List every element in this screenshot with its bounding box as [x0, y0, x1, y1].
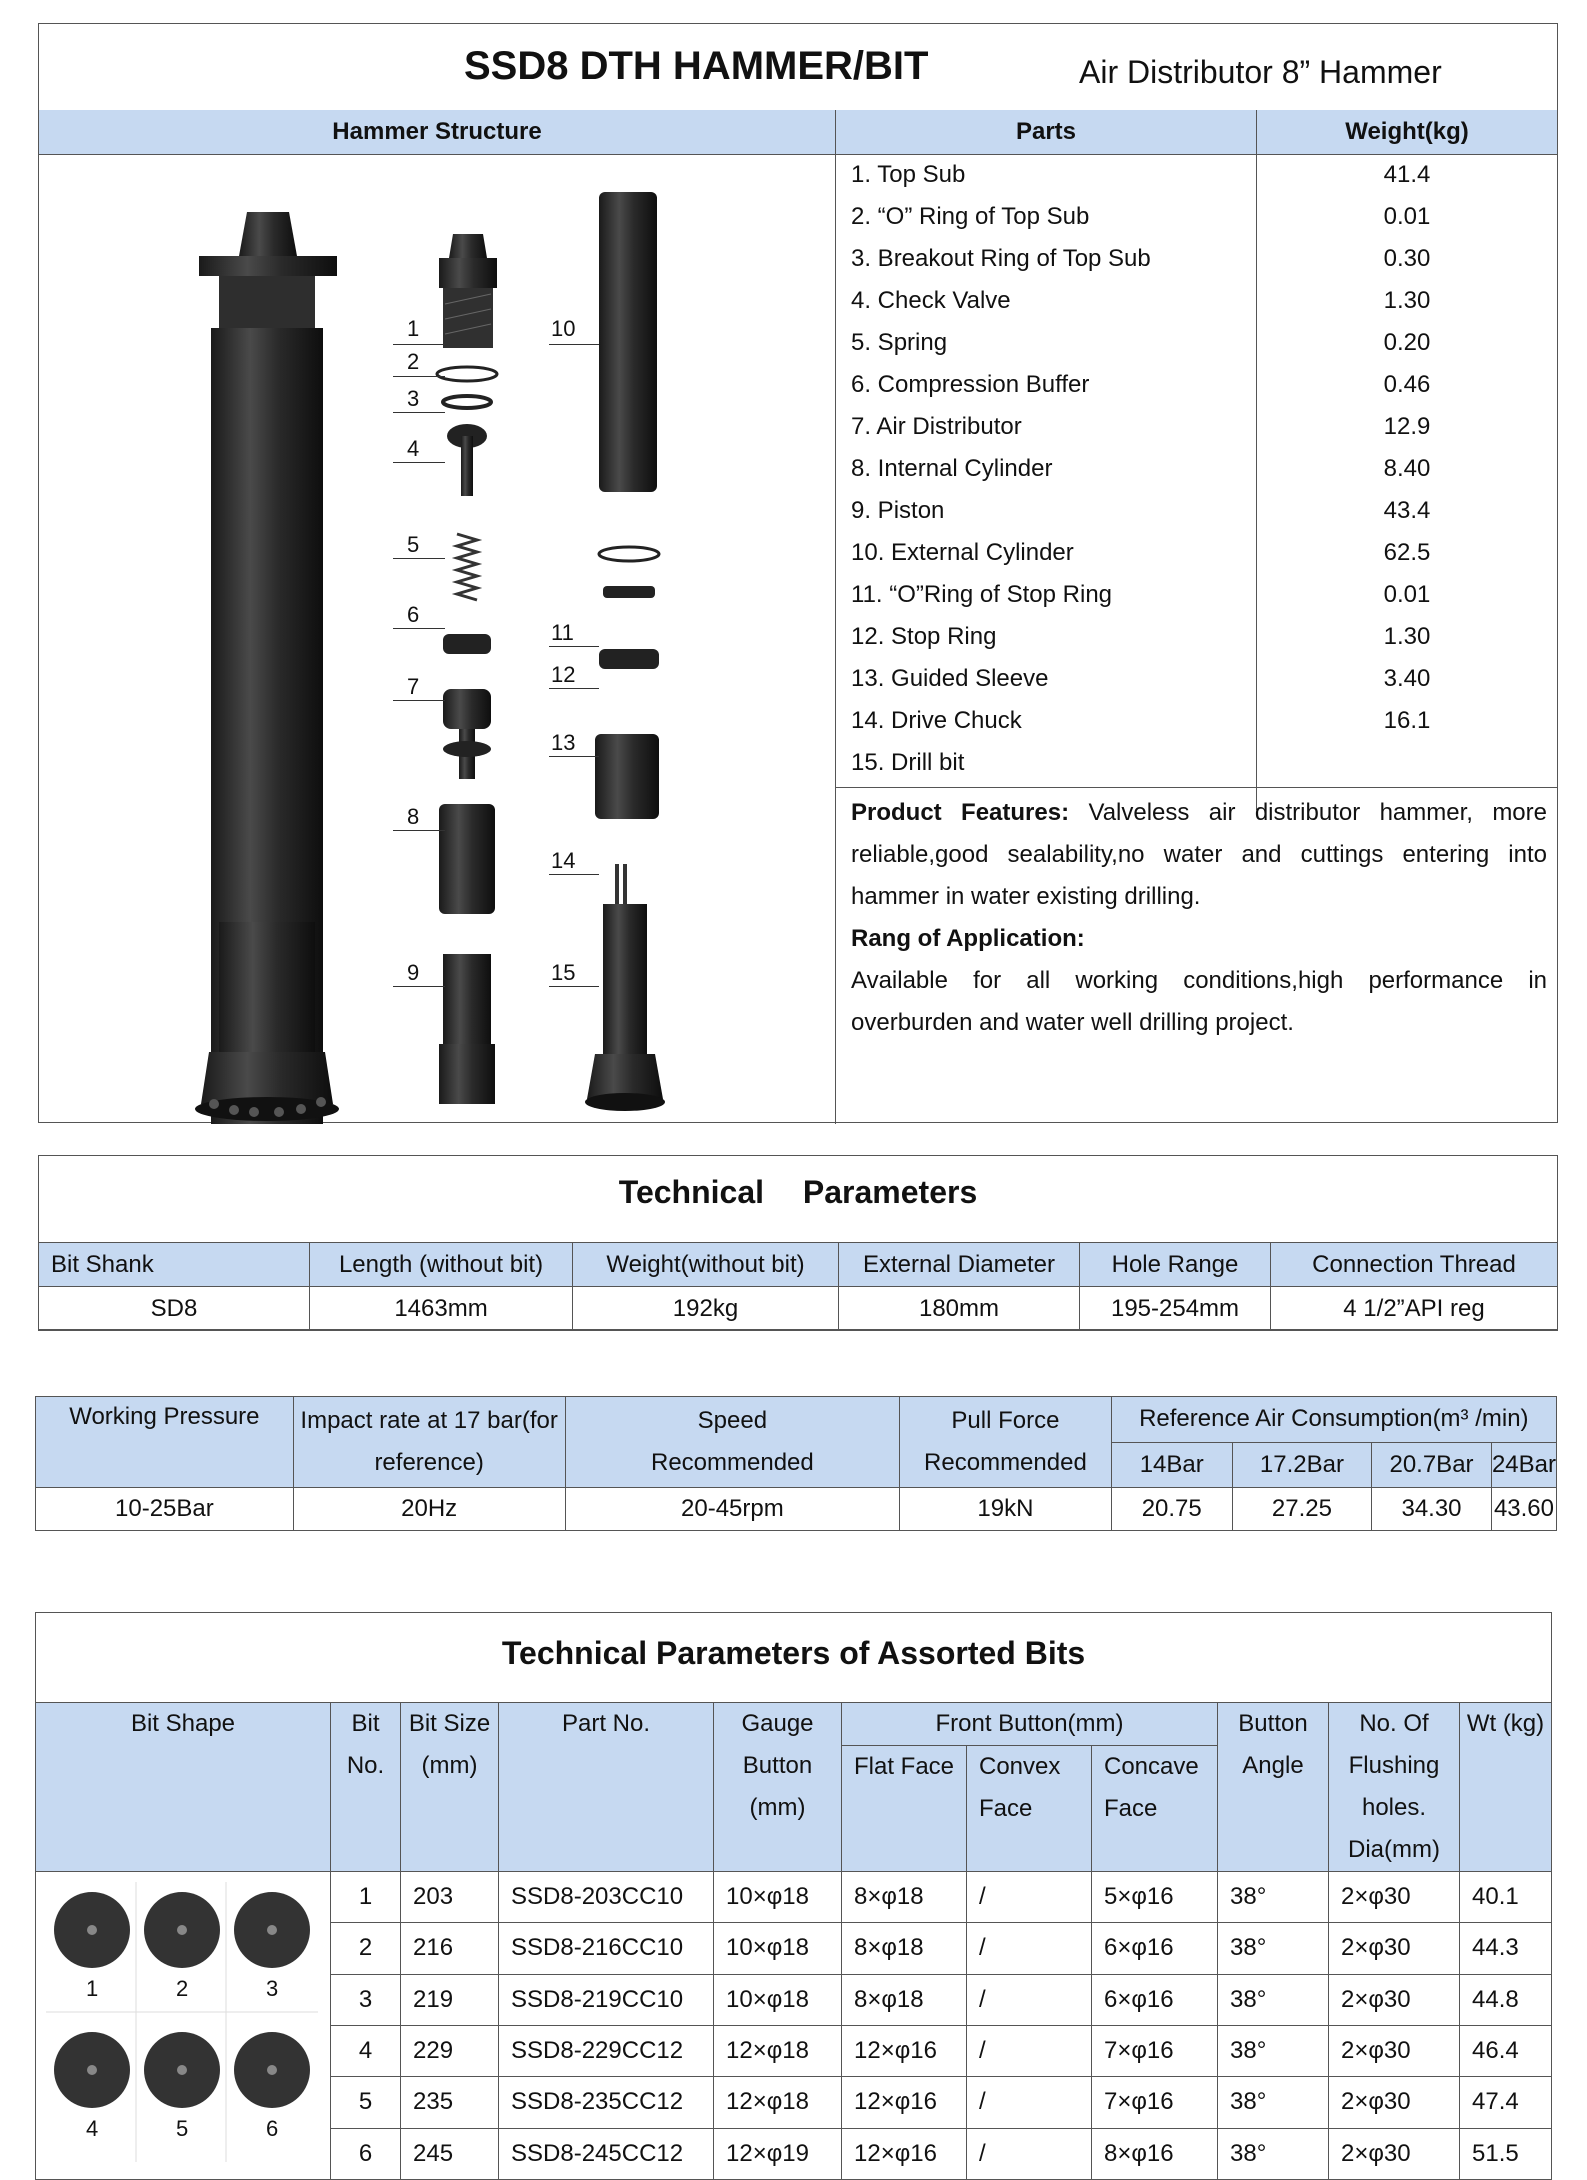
cell-air-17: 27.25	[1232, 1488, 1371, 1531]
cell-bit-shank: SD8	[39, 1287, 310, 1331]
cell-angle: 38°	[1218, 2128, 1329, 2179]
cell-impact: 20Hz	[293, 1488, 565, 1531]
th-length: Length (without bit)	[310, 1243, 573, 1287]
callout-label: 3	[407, 386, 420, 411]
part-item: 1. Top Sub	[851, 161, 966, 188]
cell-concave: 6×φ16	[1092, 1923, 1218, 1974]
cell-bit-size: 235	[401, 2077, 499, 2128]
cell-bit-no: 1	[331, 1872, 401, 1923]
bit-shape-label: 1	[86, 1976, 99, 2001]
part-weight: 3.40	[1383, 665, 1431, 692]
parts-header: Parts	[1015, 118, 1077, 145]
cell-angle: 38°	[1218, 1974, 1329, 2025]
cell-bit-size: 203	[401, 1872, 499, 1923]
th-bit-size: Bit Size (mm)	[401, 1703, 499, 1872]
cell-bit-no: 4	[331, 2025, 401, 2076]
cell-air-20: 34.30	[1372, 1488, 1492, 1531]
hammer-exploded-diagram	[39, 154, 835, 1124]
part-weight: 0.20	[1383, 329, 1431, 356]
title-row	[39, 24, 1557, 111]
part-weight: 0.30	[1383, 245, 1431, 272]
table-row	[36, 1872, 1552, 1923]
part-weight: 0.46	[1383, 371, 1431, 398]
cell-concave: 5×φ16	[1092, 1872, 1218, 1923]
th-button-angle: Button Angle	[1218, 1703, 1329, 1872]
part-item: 10. External Cylinder	[851, 539, 1074, 566]
callout-label: 6	[407, 602, 420, 627]
part-drill-bit	[585, 864, 665, 1111]
cell-flushing: 2×φ30	[1329, 1974, 1460, 2025]
cell-convex: /	[967, 2077, 1092, 2128]
part-weight: 0.01	[1383, 581, 1431, 608]
application-heading: Rang of Application:	[851, 925, 1085, 952]
cell-flushing: 2×φ30	[1329, 2025, 1460, 2076]
callout-label: 1	[407, 316, 420, 341]
cell-concave: 7×φ16	[1092, 2077, 1218, 2128]
callout-label: 2	[407, 349, 420, 374]
cell-gauge: 12×φ18	[714, 2025, 842, 2076]
cell-flushing: 2×φ30	[1329, 2077, 1460, 2128]
part-item: 4. Check Valve	[851, 287, 1011, 314]
callout-label: 8	[407, 804, 420, 829]
cell-bit-size: 216	[401, 1923, 499, 1974]
th-speed: Speed Recommended	[565, 1397, 900, 1488]
hammer-drawing	[39, 154, 835, 1124]
part-weight: 41.4	[1383, 161, 1431, 188]
cell-flat: 12×φ16	[842, 2077, 967, 2128]
callout-label: 7	[407, 674, 420, 699]
bit-shape-images	[36, 1872, 331, 2180]
part-weight: 43.4	[1383, 497, 1431, 524]
th-flat-face: Flat Face	[842, 1746, 967, 1872]
cell-bit-size: 219	[401, 1974, 499, 2025]
th-bit-no: Bit No.	[331, 1703, 401, 1872]
cell-part-no: SSD8-235CC12	[499, 2077, 714, 2128]
cell-wt: 40.1	[1460, 1872, 1552, 1923]
part-weight: 12.9	[1383, 413, 1431, 440]
th-front-button: Front Button(mm)	[842, 1703, 1218, 1746]
cell-part-no: SSD8-219CC10	[499, 1974, 714, 2025]
page-subtitle: Air Distributor 8” Hammer	[1079, 54, 1442, 90]
th-wt: Wt (kg)	[1460, 1703, 1552, 1872]
cell-air-14: 20.75	[1111, 1488, 1232, 1531]
cell-speed: 20-45rpm	[565, 1488, 900, 1531]
cell-air-24: 43.60	[1491, 1488, 1556, 1531]
features-text: Valveless air distributor hammer, more reliable,good sealability,no water and cuttings entering into hammer in water existing drilling.	[851, 799, 1547, 910]
part-weight: 8.40	[1383, 455, 1431, 482]
part-drive-chuck	[595, 734, 659, 819]
cell-convex: /	[967, 1974, 1092, 2025]
part-item: 15. Drill bit	[851, 749, 965, 776]
cell-gauge: 10×φ18	[714, 1923, 842, 1974]
cell-bit-no: 3	[331, 1974, 401, 2025]
part-item: 8. Internal Cylinder	[851, 455, 1053, 482]
hammer-structure-section	[38, 23, 1558, 1123]
callout-label: 13	[551, 730, 576, 755]
cell-weight: 192kg	[573, 1287, 839, 1331]
cell-gauge: 10×φ18	[714, 1974, 842, 2025]
cell-bit-no: 2	[331, 1923, 401, 1974]
cell-concave: 7×φ16	[1092, 2025, 1218, 2076]
part-piston	[439, 954, 495, 1104]
cell-angle: 38°	[1218, 1923, 1329, 1974]
th-connection-thread: Connection Thread	[1271, 1243, 1558, 1287]
callout-label: 9	[407, 960, 420, 985]
cell-convex: /	[967, 2128, 1092, 2179]
th-convex-face: Convex Face	[967, 1746, 1092, 1872]
part-item: 11. “O”Ring of Stop Ring	[851, 581, 1113, 608]
cell-flat: 12×φ16	[842, 2128, 967, 2179]
part-weight: 1.30	[1383, 623, 1431, 650]
page-title: SSD8 DTH HAMMER/BIT	[464, 44, 929, 88]
operating-parameters-table	[35, 1396, 1557, 1531]
part-stop-ring	[603, 586, 655, 598]
assembled-hammer	[195, 212, 339, 1124]
hammer-structure-header: Hammer Structure	[332, 118, 542, 145]
assorted-bits-title-row	[35, 1612, 1552, 1702]
cell-gauge: 12×φ19	[714, 2128, 842, 2179]
cell-flushing: 2×φ30	[1329, 1923, 1460, 1974]
assorted-bits-title: Technical Parameters of Assorted Bits	[501, 1635, 1086, 1671]
part-weight: 0.01	[1383, 203, 1431, 230]
th-gauge-button: Gauge Button (mm)	[714, 1703, 842, 1872]
cell-concave: 8×φ16	[1092, 2128, 1218, 2179]
part-guided-sleeve	[599, 649, 659, 669]
part-item: 6. Compression Buffer	[851, 371, 1090, 398]
cell-flat: 8×φ18	[842, 1872, 967, 1923]
cell-wt: 47.4	[1460, 2077, 1552, 2128]
part-item: 13. Guided Sleeve	[851, 665, 1049, 692]
bit-shape-label: 5	[176, 2116, 189, 2141]
cell-length: 1463mm	[310, 1287, 573, 1331]
th-part-no: Part No.	[499, 1703, 714, 1872]
cell-angle: 38°	[1218, 2077, 1329, 2128]
assorted-bits-table	[35, 1702, 1552, 2180]
th-hole-range: Hole Range	[1080, 1243, 1271, 1287]
th-bit-shank: Bit Shank	[39, 1243, 310, 1287]
part-internal-cylinder	[439, 804, 495, 914]
part-spring	[457, 534, 477, 600]
cell-hole-range: 195-254mm	[1080, 1287, 1271, 1331]
cell-part-no: SSD8-245CC12	[499, 2128, 714, 2179]
cell-connection-thread: 4 1/2”API reg	[1271, 1287, 1558, 1331]
weight-header: Weight(kg)	[1345, 118, 1469, 145]
part-weight: 16.1	[1383, 707, 1431, 734]
cell-convex: /	[967, 2025, 1092, 2076]
bit-shape-label: 4	[86, 2116, 99, 2141]
callout-label: 14	[551, 848, 576, 873]
callout-label: 5	[407, 532, 420, 557]
cell-flat: 12×φ16	[842, 2025, 967, 2076]
part-external-cylinder	[599, 192, 657, 492]
callout-label: 10	[551, 316, 576, 341]
part-buffer	[443, 634, 491, 654]
part-air-distributor	[443, 689, 491, 779]
th-air-24bar: 24Bar	[1491, 1442, 1556, 1488]
part-item: 14. Drive Chuck	[851, 707, 1022, 734]
part-item: 3. Breakout Ring of Top Sub	[851, 245, 1151, 272]
cell-bit-size: 245	[401, 2128, 499, 2179]
cell-angle: 38°	[1218, 1872, 1329, 1923]
th-diameter: External Diameter	[839, 1243, 1080, 1287]
bit-shape-label: 3	[266, 1976, 279, 2001]
cell-part-no: SSD8-216CC10	[499, 1923, 714, 1974]
product-features	[851, 792, 1547, 1044]
th-impact-rate: Impact rate at 17 bar(for reference)	[293, 1397, 565, 1488]
part-item: 9. Piston	[851, 497, 945, 524]
th-air-14bar: 14Bar	[1111, 1442, 1232, 1488]
cell-pull: 19kN	[900, 1488, 1111, 1531]
part-item: 5. Spring	[851, 329, 948, 356]
cell-bit-no: 6	[331, 2128, 401, 2179]
cell-gauge: 12×φ18	[714, 2077, 842, 2128]
bit-shape-label: 6	[266, 2116, 279, 2141]
cell-part-no: SSD8-203CC10	[499, 1872, 714, 1923]
th-air-17bar: 17.2Bar	[1232, 1442, 1371, 1488]
part-check-valve	[447, 424, 487, 496]
cell-flushing: 2×φ30	[1329, 2128, 1460, 2179]
callout-label: 11	[551, 620, 574, 645]
cell-convex: /	[967, 1923, 1092, 1974]
th-weight: Weight(without bit)	[573, 1243, 839, 1287]
cell-wt: 51.5	[1460, 2128, 1552, 2179]
callout-label: 15	[551, 960, 576, 985]
features-heading: Product Features:	[851, 799, 1070, 826]
cell-wt: 46.4	[1460, 2025, 1552, 2076]
th-pull-force: Pull Force Recommended	[900, 1397, 1111, 1488]
th-flushing-holes: No. Of Flushing holes. Dia(mm)	[1329, 1703, 1460, 1872]
part-weight: 62.5	[1383, 539, 1431, 566]
cell-flat: 8×φ18	[842, 1923, 967, 1974]
cell-part-no: SSD8-229CC12	[499, 2025, 714, 2076]
part-weight: 1.30	[1383, 287, 1431, 314]
part-item: 7. Air Distributor	[851, 413, 1022, 440]
cell-concave: 6×φ16	[1092, 1974, 1218, 2025]
th-air-consumption: Reference Air Consumption(m³ /min)	[1111, 1397, 1556, 1443]
th-bit-shape: Bit Shape	[36, 1703, 331, 1872]
bit-shape-label: 2	[176, 1976, 189, 2001]
callout-label: 4	[407, 436, 420, 461]
structure-header-row	[39, 110, 1557, 155]
technical-parameters-table	[38, 1242, 1558, 1331]
part-top-sub	[439, 234, 497, 348]
cell-wt: 44.3	[1460, 1923, 1552, 1974]
technical-parameters-section	[38, 1155, 1558, 1330]
callout-label: 12	[551, 662, 576, 687]
cell-diameter: 180mm	[839, 1287, 1080, 1331]
cell-wt: 44.8	[1460, 1974, 1552, 2025]
th-concave-face: Concave Face	[1092, 1746, 1218, 1872]
part-item: 12. Stop Ring	[851, 623, 997, 650]
part-item: 2. “O” Ring of Top Sub	[851, 203, 1090, 230]
cell-bit-no: 5	[331, 2077, 401, 2128]
cell-gauge: 10×φ18	[714, 1872, 842, 1923]
application-text: Available for all working conditions,high performance in overburden and water well drilling project.	[851, 967, 1547, 1036]
technical-parameters-title: Technical Parameters	[618, 1174, 978, 1210]
th-working-pressure: Working Pressure	[36, 1397, 294, 1488]
cell-flat: 8×φ18	[842, 1974, 967, 2025]
cell-bit-size: 229	[401, 2025, 499, 2076]
th-air-20bar: 20.7Bar	[1372, 1442, 1492, 1488]
cell-flushing: 2×φ30	[1329, 1872, 1460, 1923]
cell-convex: /	[967, 1872, 1092, 1923]
cell-pressure: 10-25Bar	[36, 1488, 294, 1531]
cell-angle: 38°	[1218, 2025, 1329, 2076]
